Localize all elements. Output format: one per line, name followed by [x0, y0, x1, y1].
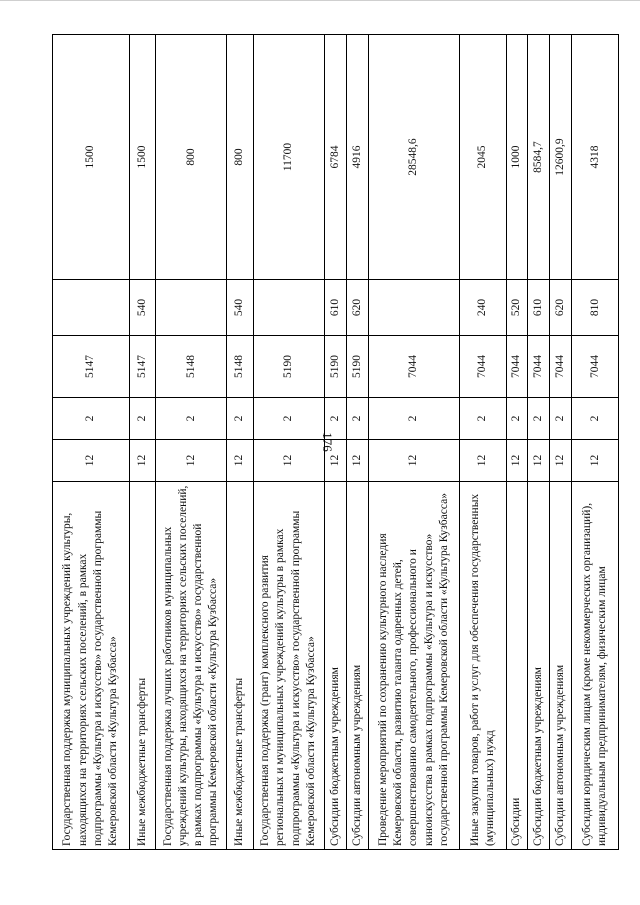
row-col-a: 12	[368, 440, 459, 482]
row-amount: 2045	[460, 35, 507, 280]
row-name: Субсидии бюджетным учреждениям	[324, 482, 346, 850]
row-code: 7044	[572, 336, 619, 398]
row-col-a: 12	[324, 440, 346, 482]
row-col-b: 2	[506, 398, 527, 440]
row-name: Государственная поддержка лучших работников муниципальных учреждений культуры, находящихся на территориях сельских поселений, в рамках подпрограммы «Культура и искусство» государственной программы Кемеровской области «Культура Кузбасса»	[156, 482, 227, 850]
budget-table	[52, 34, 619, 850]
table-row	[368, 35, 459, 850]
table-row	[506, 35, 527, 850]
row-name: Субсидии автономным учреждениям	[346, 482, 368, 850]
row-code: 7044	[527, 336, 549, 398]
row-name: Иные закупки товаров, работ и услуг для обеспечения государственных (муниципальных) нужд	[460, 482, 507, 850]
row-amount: 6784	[324, 35, 346, 280]
row-amount: 4318	[572, 35, 619, 280]
row-col-b: 2	[156, 398, 227, 440]
table-row	[227, 35, 254, 850]
rotated-table-wrapper	[52, 35, 619, 850]
row-type	[53, 280, 130, 336]
row-amount: 1500	[53, 35, 130, 280]
row-code: 5190	[346, 336, 368, 398]
row-col-a: 12	[550, 440, 572, 482]
row-type	[253, 280, 324, 336]
table-row	[572, 35, 619, 850]
row-name: Иные межбюджетные трансферты	[129, 482, 156, 850]
row-code: 5147	[129, 336, 156, 398]
table-row	[460, 35, 507, 850]
row-type: 520	[506, 280, 527, 336]
table-row	[346, 35, 368, 850]
row-amount: 800	[227, 35, 254, 280]
row-col-a: 12	[506, 440, 527, 482]
row-col-b: 2	[227, 398, 254, 440]
row-col-a: 12	[572, 440, 619, 482]
row-col-a: 12	[346, 440, 368, 482]
table-row	[550, 35, 572, 850]
row-amount: 11700	[253, 35, 324, 280]
row-type: 810	[572, 280, 619, 336]
row-name: Государственная поддержка муниципальных учреждений культуры, находящихся на территориях сельских поселений, в рамках подпрограммы «Культура и искусство» государственной программы Кемеровской области «Культура Кузбасса»	[53, 482, 130, 850]
row-type: 540	[227, 280, 254, 336]
row-type	[368, 280, 459, 336]
row-col-b: 2	[129, 398, 156, 440]
row-col-b: 2	[346, 398, 368, 440]
row-type	[156, 280, 227, 336]
row-col-a: 12	[460, 440, 507, 482]
row-type: 540	[129, 280, 156, 336]
row-amount: 12600,9	[550, 35, 572, 280]
table-row	[53, 35, 130, 850]
row-name: Субсидии	[506, 482, 527, 850]
row-col-b: 2	[460, 398, 507, 440]
row-type: 620	[550, 280, 572, 336]
page-top-rule	[0, 0, 640, 1]
row-name: Субсидии бюджетным учреждениям	[527, 482, 549, 850]
row-code: 7044	[506, 336, 527, 398]
row-col-b: 2	[253, 398, 324, 440]
row-name: Субсидии автономным учреждениям	[550, 482, 572, 850]
table-row	[324, 35, 346, 850]
row-type: 610	[324, 280, 346, 336]
table-row	[156, 35, 227, 850]
budget-table-body	[53, 35, 619, 850]
table-row	[253, 35, 324, 850]
row-col-a: 12	[227, 440, 254, 482]
row-type: 240	[460, 280, 507, 336]
row-name: Иные межбюджетные трансферты	[227, 482, 254, 850]
row-name: Государственная поддержка (грант) комплексного развития региональных и муниципальных учреждений культуры в рамках подпрограммы «Культура и искусство» государственной программы Кемеровской области «Культура Кузбасса»	[253, 482, 324, 850]
row-code: 5148	[227, 336, 254, 398]
table-row	[129, 35, 156, 850]
row-col-a: 12	[156, 440, 227, 482]
row-amount: 800	[156, 35, 227, 280]
row-code: 5190	[324, 336, 346, 398]
table-row	[527, 35, 549, 850]
row-code: 7044	[368, 336, 459, 398]
row-amount: 4916	[346, 35, 368, 280]
row-col-b: 2	[324, 398, 346, 440]
row-code: 5147	[53, 336, 130, 398]
row-col-b: 2	[572, 398, 619, 440]
row-col-a: 12	[253, 440, 324, 482]
row-col-a: 12	[129, 440, 156, 482]
row-col-a: 12	[53, 440, 130, 482]
row-col-b: 2	[53, 398, 130, 440]
row-amount: 8584,7	[527, 35, 549, 280]
row-col-b: 2	[550, 398, 572, 440]
row-code: 5148	[156, 336, 227, 398]
row-type: 620	[346, 280, 368, 336]
page-number: 176	[320, 432, 335, 452]
row-code: 7044	[550, 336, 572, 398]
row-col-a: 12	[527, 440, 549, 482]
row-code: 7044	[460, 336, 507, 398]
row-amount: 1000	[506, 35, 527, 280]
row-col-b: 2	[368, 398, 459, 440]
row-col-b: 2	[527, 398, 549, 440]
row-amount: 1500	[129, 35, 156, 280]
row-code: 5190	[253, 336, 324, 398]
row-name: Проведение мероприятий по сохранению культурного наследия Кемеровской области, развитию таланта одаренных детей, совершенствованию самодеятельного, профессионального и киноискусства в рамках подпрограммы «Культура и искусство» государственной программы Кемеровской области «Культура Кузбасса»	[368, 482, 459, 850]
row-amount: 28548,6	[368, 35, 459, 280]
row-type: 610	[527, 280, 549, 336]
row-name: Субсидии юридическим лицам (кроме некоммерческих организаций), индивидуальным предпринимателям, физическим лицам	[572, 482, 619, 850]
